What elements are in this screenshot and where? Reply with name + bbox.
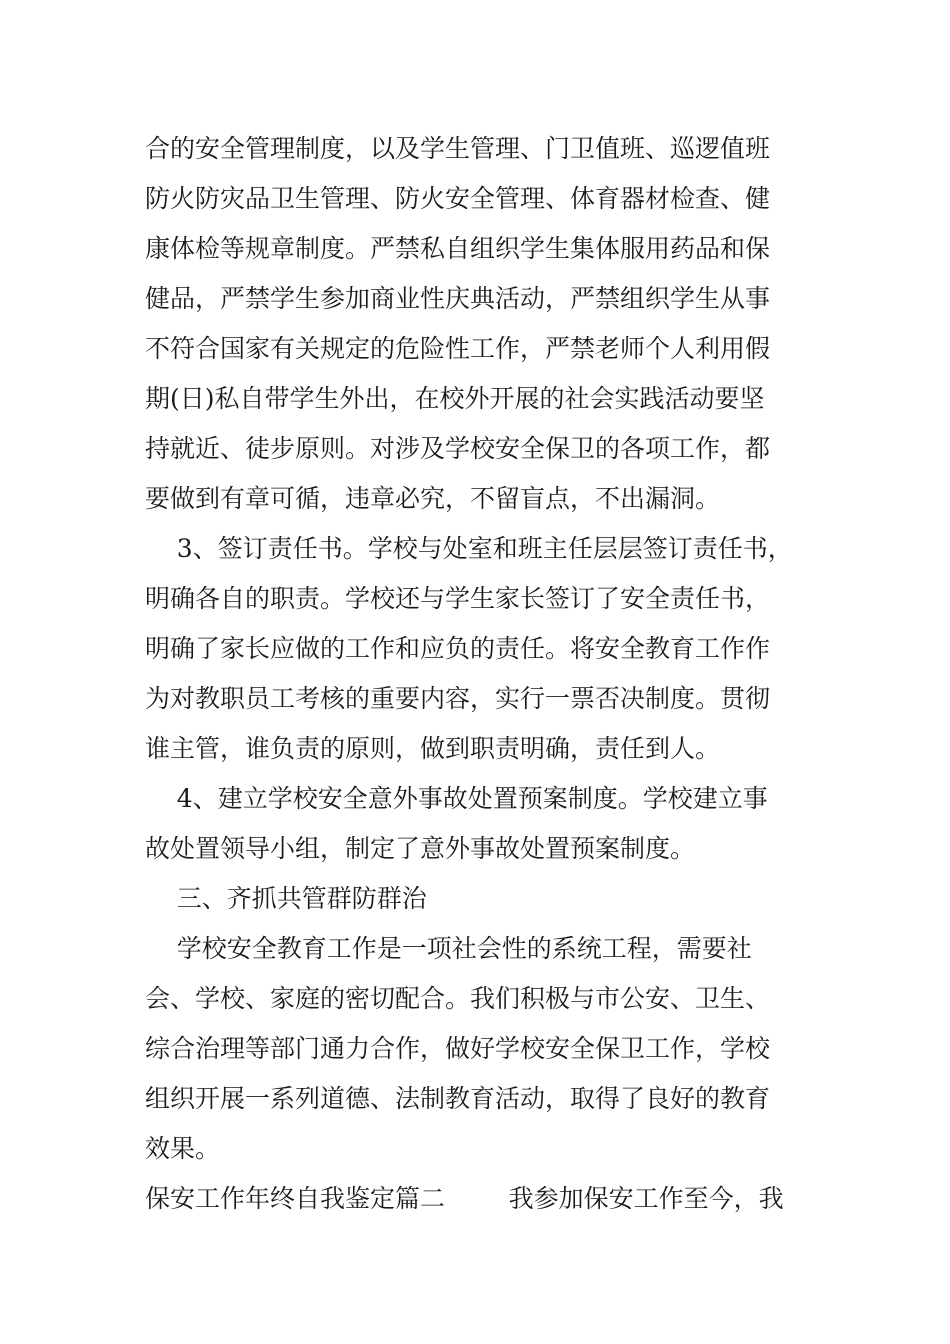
- text-line: 为对教职员工考核的重要内容，实行一票否决制度。贯彻: [145, 684, 771, 713]
- section-heading: 三、齐抓共管群防群治: [145, 884, 427, 913]
- document-body: [145, 124, 815, 1224]
- text-line: 康体检等规章制度。严禁私自组织学生集体服用药品和保: [145, 234, 771, 263]
- text-line: 明确了家长应做的工作和应负的责任。将安全教育工作作: [145, 634, 771, 663]
- text-line: 健品，严禁学生参加商业性庆典活动，严禁组织学生从事: [145, 284, 771, 313]
- text-line: 要做到有章可循，违章必究，不留盲点，不出漏洞。: [145, 484, 721, 513]
- text-line: 谁主管，谁负责的原则，做到职责明确，责任到人。: [145, 734, 721, 763]
- article-title-line: 保安工作年终自我鉴定篇二 我参加保安工作至今，我: [145, 1184, 784, 1213]
- text-line: 持就近、徒步原则。对涉及学校安全保卫的各项工作，都: [145, 434, 771, 463]
- text-line: 会、学校、家庭的密切配合。我们积极与市公安、卫生、: [145, 984, 771, 1013]
- text-line: 综合治理等部门通力合作，做好学校安全保卫工作，学校: [145, 1034, 771, 1063]
- text-line: 组织开展一系列道德、法制教育活动，取得了良好的教育: [145, 1084, 771, 1113]
- text-line: 不符合国家有关规定的危险性工作，严禁老师个人利用假: [145, 334, 771, 363]
- text-line: 故处置领导小组，制定了意外事故处置预案制度。: [145, 834, 696, 863]
- text-line: 合的安全管理制度，以及学生管理、门卫值班、巡逻值班: [145, 134, 771, 163]
- text-line: 效果。: [145, 1134, 221, 1163]
- text-line: 期(日)私自带学生外出，在校外开展的社会实践活动要坚: [145, 384, 765, 413]
- text-line: 3、签订责任书。学校与处室和班主任层层签订责任书，: [145, 534, 793, 563]
- text-line: 4、建立学校安全意外事故处置预案制度。学校建立事: [145, 784, 768, 813]
- text-line: 防火防灾品卫生管理、防火安全管理、体育器材检查、健: [145, 184, 771, 213]
- text-line: 明确各自的职责。学校还与学生家长签订了安全责任书，: [145, 584, 771, 613]
- text-line: 学校安全教育工作是一项社会性的系统工程，需要社: [145, 934, 752, 963]
